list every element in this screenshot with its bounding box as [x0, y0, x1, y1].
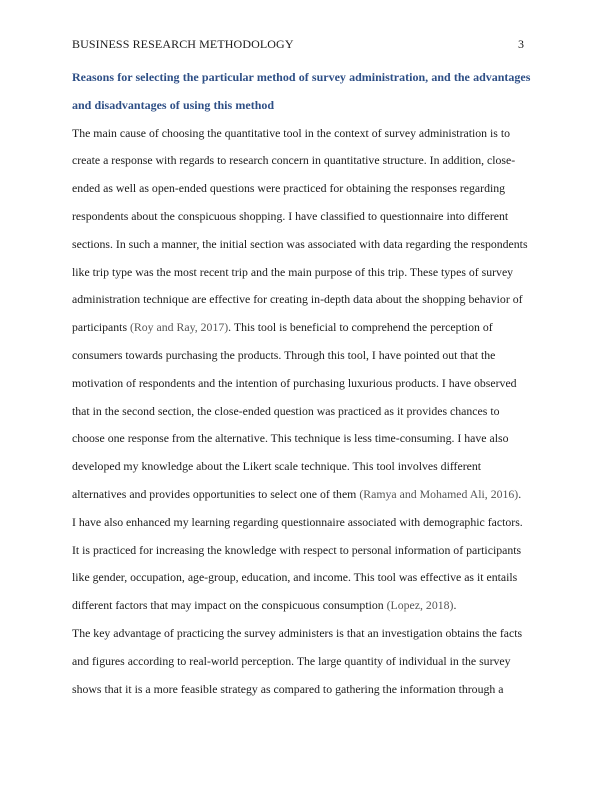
section-heading-line: Reasons for selecting the particular method of survey administration, and the advantages	[72, 70, 531, 84]
text-fragment: . This tool is beneficial to comprehend the perception of	[228, 320, 493, 335]
section-heading-line: and disadvantages of using this method	[72, 97, 275, 112]
citation: (Lopez, 2018)	[386, 598, 454, 613]
text-line: The main cause of choosing the quantitative tool in the context of survey administration is to	[72, 125, 511, 140]
text-line: like trip type was the most recent trip and the main purpose of this trip. These types of survey	[72, 264, 514, 279]
text-line: consumers towards purchasing the products. Through this tool, I have pointed out that the	[72, 347, 496, 362]
text-fragment: different factors that may impact on the conspicuous consumption	[72, 598, 387, 613]
section-heading	[72, 64, 544, 120]
text-line: It is practiced for increasing the knowledge with respect to personal information of participants	[72, 542, 522, 557]
text-fragment: alternatives and provides opportunities to select one of them	[72, 486, 360, 501]
text-line: like gender, occupation, age-group, education, and income. This tool was effective as it entails	[72, 570, 518, 585]
text-line: I have also enhanced my learning regarding questionnaire associated with demographic factors.	[72, 514, 523, 529]
text-line: choose one response from the alternative. This technique is less time-consuming. I have also	[72, 431, 509, 446]
text-line: respondents about the conspicuous shopping. I have classified to questionnaire into different	[72, 208, 509, 223]
text-line: administration technique are effective for creating in-depth data about the shopping behavior of	[72, 292, 523, 307]
text-fragment: participants	[72, 320, 130, 335]
text-line: developed my knowledge about the Likert scale technique. This tool involves different	[72, 459, 482, 474]
text-line: ended as well as open-ended questions were practiced for obtaining the responses regarding	[72, 181, 506, 196]
page-number: 3	[518, 37, 524, 51]
text-line	[72, 314, 544, 342]
body-paragraph-1	[72, 120, 544, 620]
text-line: The key advantage of practicing the survey administers is that an investigation obtains the facts	[72, 625, 523, 640]
text-line	[72, 592, 544, 620]
running-title: BUSINESS RESEARCH METHODOLOGY	[72, 37, 294, 51]
text-line: that in the second section, the close-ended question was practiced as it provides chances to	[72, 403, 500, 418]
citation: (Roy and Ray, 2017)	[129, 320, 229, 335]
text-line	[72, 481, 544, 509]
text-line: shows that it is a more feasible strategy as compared to gathering the information through a	[72, 681, 504, 696]
text-line: and figures according to real-world perception. The large quantity of individual in the survey	[72, 653, 511, 668]
text-fragment: .	[453, 598, 457, 613]
document-body	[72, 64, 544, 703]
citation: (Ramya and Mohamed Ali, 2016)	[359, 486, 519, 501]
running-header	[72, 36, 524, 52]
text-fragment: .	[518, 486, 522, 501]
text-line: sections. In such a manner, the initial section was associated with data regarding the respondents	[72, 236, 528, 251]
text-line: create a response with regards to research concern in quantitative structure. In addition, close-	[72, 153, 516, 168]
body-paragraph-2	[72, 620, 544, 703]
text-line: motivation of respondents and the intention of purchasing luxurious products. I have observed	[72, 375, 517, 390]
